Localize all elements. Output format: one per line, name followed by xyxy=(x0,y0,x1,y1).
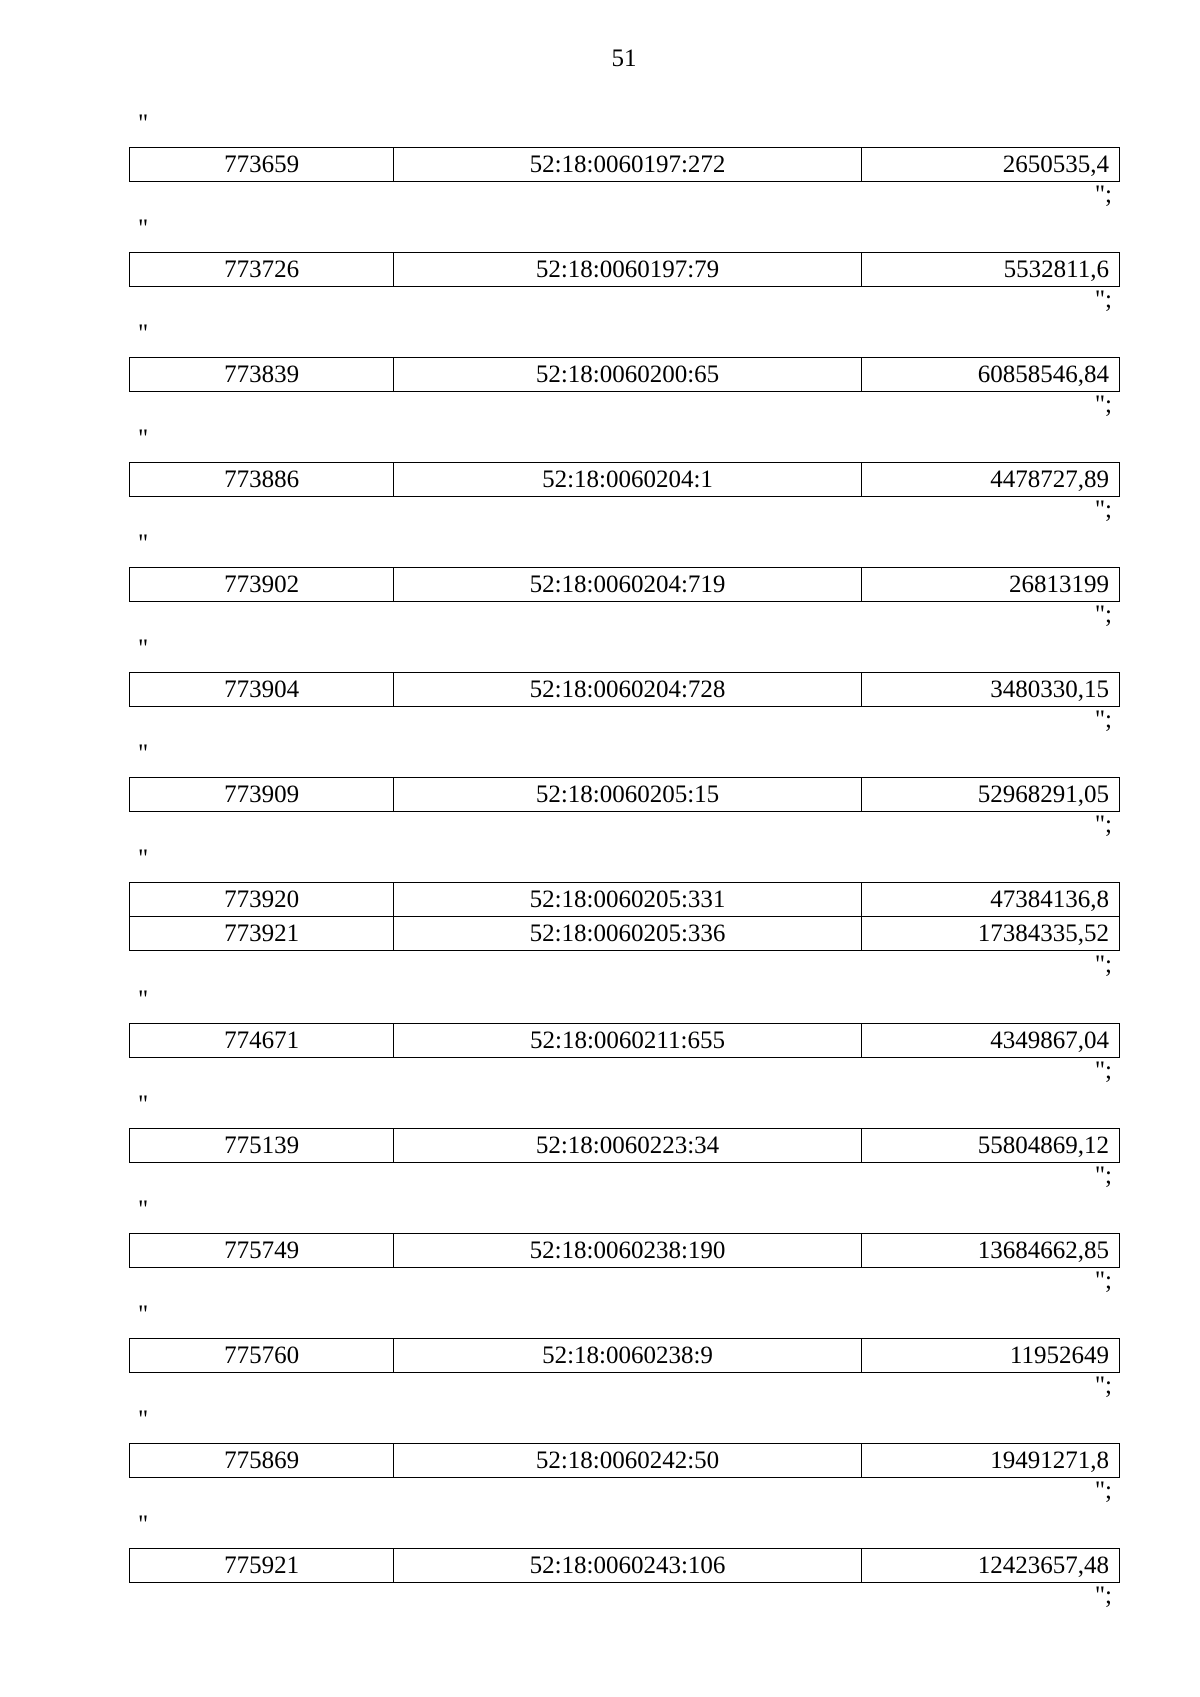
table-row xyxy=(130,253,1120,287)
cadastral-number-cell: 52:18:0060204:1 xyxy=(394,463,861,497)
object-id-cell: 775869 xyxy=(130,1444,394,1478)
table-row xyxy=(130,1339,1120,1373)
data-table xyxy=(129,1443,1120,1478)
table-row xyxy=(130,1129,1120,1163)
closing-quote: "; xyxy=(1094,1267,1112,1294)
table-block xyxy=(0,846,1200,987)
cadastral-number-cell: 52:18:0060223:34 xyxy=(394,1129,861,1163)
opening-quote: " xyxy=(138,1091,149,1118)
closing-quote: "; xyxy=(1094,1057,1112,1084)
document-body xyxy=(0,111,1200,1617)
cadastral-number-cell: 52:18:0060238:190 xyxy=(394,1234,861,1268)
table-row xyxy=(130,463,1120,497)
opening-quote: " xyxy=(138,425,149,452)
table-block xyxy=(0,531,1200,636)
data-table xyxy=(129,462,1120,497)
table-block xyxy=(0,1407,1200,1512)
table-block xyxy=(0,216,1200,321)
opening-quote: " xyxy=(138,740,149,767)
opening-quote: " xyxy=(138,530,149,557)
object-id-cell: 773659 xyxy=(130,148,394,182)
closing-quote: "; xyxy=(1094,811,1112,838)
value-cell: 3480330,15 xyxy=(861,673,1119,707)
cadastral-number-cell: 52:18:0060204:728 xyxy=(394,673,861,707)
object-id-cell: 773886 xyxy=(130,463,394,497)
cadastral-number-cell: 52:18:0060200:65 xyxy=(394,358,861,392)
value-cell: 19491271,8 xyxy=(861,1444,1119,1478)
closing-quote: "; xyxy=(1094,1477,1112,1504)
cadastral-number-cell: 52:18:0060205:331 xyxy=(394,883,861,917)
opening-quote: " xyxy=(138,986,149,1013)
cadastral-number-cell: 52:18:0060204:719 xyxy=(394,568,861,602)
table-block xyxy=(0,1302,1200,1407)
object-id-cell: 773904 xyxy=(130,673,394,707)
closing-quote: "; xyxy=(1094,286,1112,313)
opening-quote: " xyxy=(138,1511,149,1538)
cadastral-number-cell: 52:18:0060197:272 xyxy=(394,148,861,182)
closing-quote: "; xyxy=(1094,1162,1112,1189)
table-row xyxy=(130,917,1120,951)
value-cell: 47384136,8 xyxy=(861,883,1119,917)
table-block xyxy=(0,111,1200,216)
table-row xyxy=(130,358,1120,392)
table-row xyxy=(130,148,1120,182)
value-cell: 11952649 xyxy=(861,1339,1119,1373)
closing-quote: "; xyxy=(1094,391,1112,418)
value-cell: 4478727,89 xyxy=(861,463,1119,497)
cadastral-number-cell: 52:18:0060238:9 xyxy=(394,1339,861,1373)
cadastral-number-cell: 52:18:0060243:106 xyxy=(394,1549,861,1583)
closing-quote: "; xyxy=(1094,706,1112,733)
table-row xyxy=(130,1444,1120,1478)
opening-quote: " xyxy=(138,1196,149,1223)
page-number: 51 xyxy=(611,45,637,72)
object-id-cell: 773920 xyxy=(130,883,394,917)
closing-quote: "; xyxy=(1094,601,1112,628)
data-table xyxy=(129,1128,1120,1163)
table-row xyxy=(130,568,1120,602)
opening-quote: " xyxy=(138,320,149,347)
cadastral-number-cell: 52:18:0060211:655 xyxy=(394,1024,861,1058)
closing-quote: "; xyxy=(1094,1372,1112,1399)
cadastral-number-cell: 52:18:0060205:15 xyxy=(394,778,861,812)
cadastral-number-cell: 52:18:0060242:50 xyxy=(394,1444,861,1478)
table-block xyxy=(0,636,1200,741)
opening-quote: " xyxy=(138,1301,149,1328)
data-table xyxy=(129,147,1120,182)
table-block xyxy=(0,1092,1200,1197)
opening-quote: " xyxy=(138,110,149,137)
object-id-cell: 775760 xyxy=(130,1339,394,1373)
table-row xyxy=(130,1234,1120,1268)
table-block xyxy=(0,987,1200,1092)
table-row xyxy=(130,673,1120,707)
closing-quote: "; xyxy=(1094,1582,1112,1609)
data-table xyxy=(129,777,1120,812)
closing-quote: "; xyxy=(1094,181,1112,208)
value-cell: 13684662,85 xyxy=(861,1234,1119,1268)
table-row xyxy=(130,1024,1120,1058)
data-table xyxy=(129,1338,1120,1373)
cadastral-number-cell: 52:18:0060197:79 xyxy=(394,253,861,287)
opening-quote: " xyxy=(138,635,149,662)
value-cell: 55804869,12 xyxy=(861,1129,1119,1163)
data-table xyxy=(129,357,1120,392)
value-cell: 12423657,48 xyxy=(861,1549,1119,1583)
value-cell: 4349867,04 xyxy=(861,1024,1119,1058)
value-cell: 52968291,05 xyxy=(861,778,1119,812)
table-block xyxy=(0,321,1200,426)
cadastral-number-cell: 52:18:0060205:336 xyxy=(394,917,861,951)
value-cell: 5532811,6 xyxy=(861,253,1119,287)
data-table xyxy=(129,252,1120,287)
data-table xyxy=(129,567,1120,602)
object-id-cell: 775139 xyxy=(130,1129,394,1163)
object-id-cell: 775749 xyxy=(130,1234,394,1268)
closing-quote: "; xyxy=(1094,951,1112,978)
object-id-cell: 773902 xyxy=(130,568,394,602)
table-block xyxy=(0,1197,1200,1302)
data-table xyxy=(129,1233,1120,1268)
object-id-cell: 773909 xyxy=(130,778,394,812)
value-cell: 60858546,84 xyxy=(861,358,1119,392)
object-id-cell: 773921 xyxy=(130,917,394,951)
table-block xyxy=(0,1512,1200,1617)
table-row xyxy=(130,883,1120,917)
opening-quote: " xyxy=(138,215,149,242)
data-table xyxy=(129,1023,1120,1058)
object-id-cell: 775921 xyxy=(130,1549,394,1583)
value-cell: 2650535,4 xyxy=(861,148,1119,182)
table-row xyxy=(130,1549,1120,1583)
object-id-cell: 774671 xyxy=(130,1024,394,1058)
value-cell: 17384335,52 xyxy=(861,917,1119,951)
opening-quote: " xyxy=(138,1406,149,1433)
closing-quote: "; xyxy=(1094,496,1112,523)
object-id-cell: 773839 xyxy=(130,358,394,392)
table-block xyxy=(0,741,1200,846)
table-block xyxy=(0,426,1200,531)
table-row xyxy=(130,778,1120,812)
object-id-cell: 773726 xyxy=(130,253,394,287)
opening-quote: " xyxy=(138,845,149,872)
data-table xyxy=(129,672,1120,707)
data-table xyxy=(129,1548,1120,1583)
value-cell: 26813199 xyxy=(861,568,1119,602)
data-table xyxy=(129,882,1120,951)
